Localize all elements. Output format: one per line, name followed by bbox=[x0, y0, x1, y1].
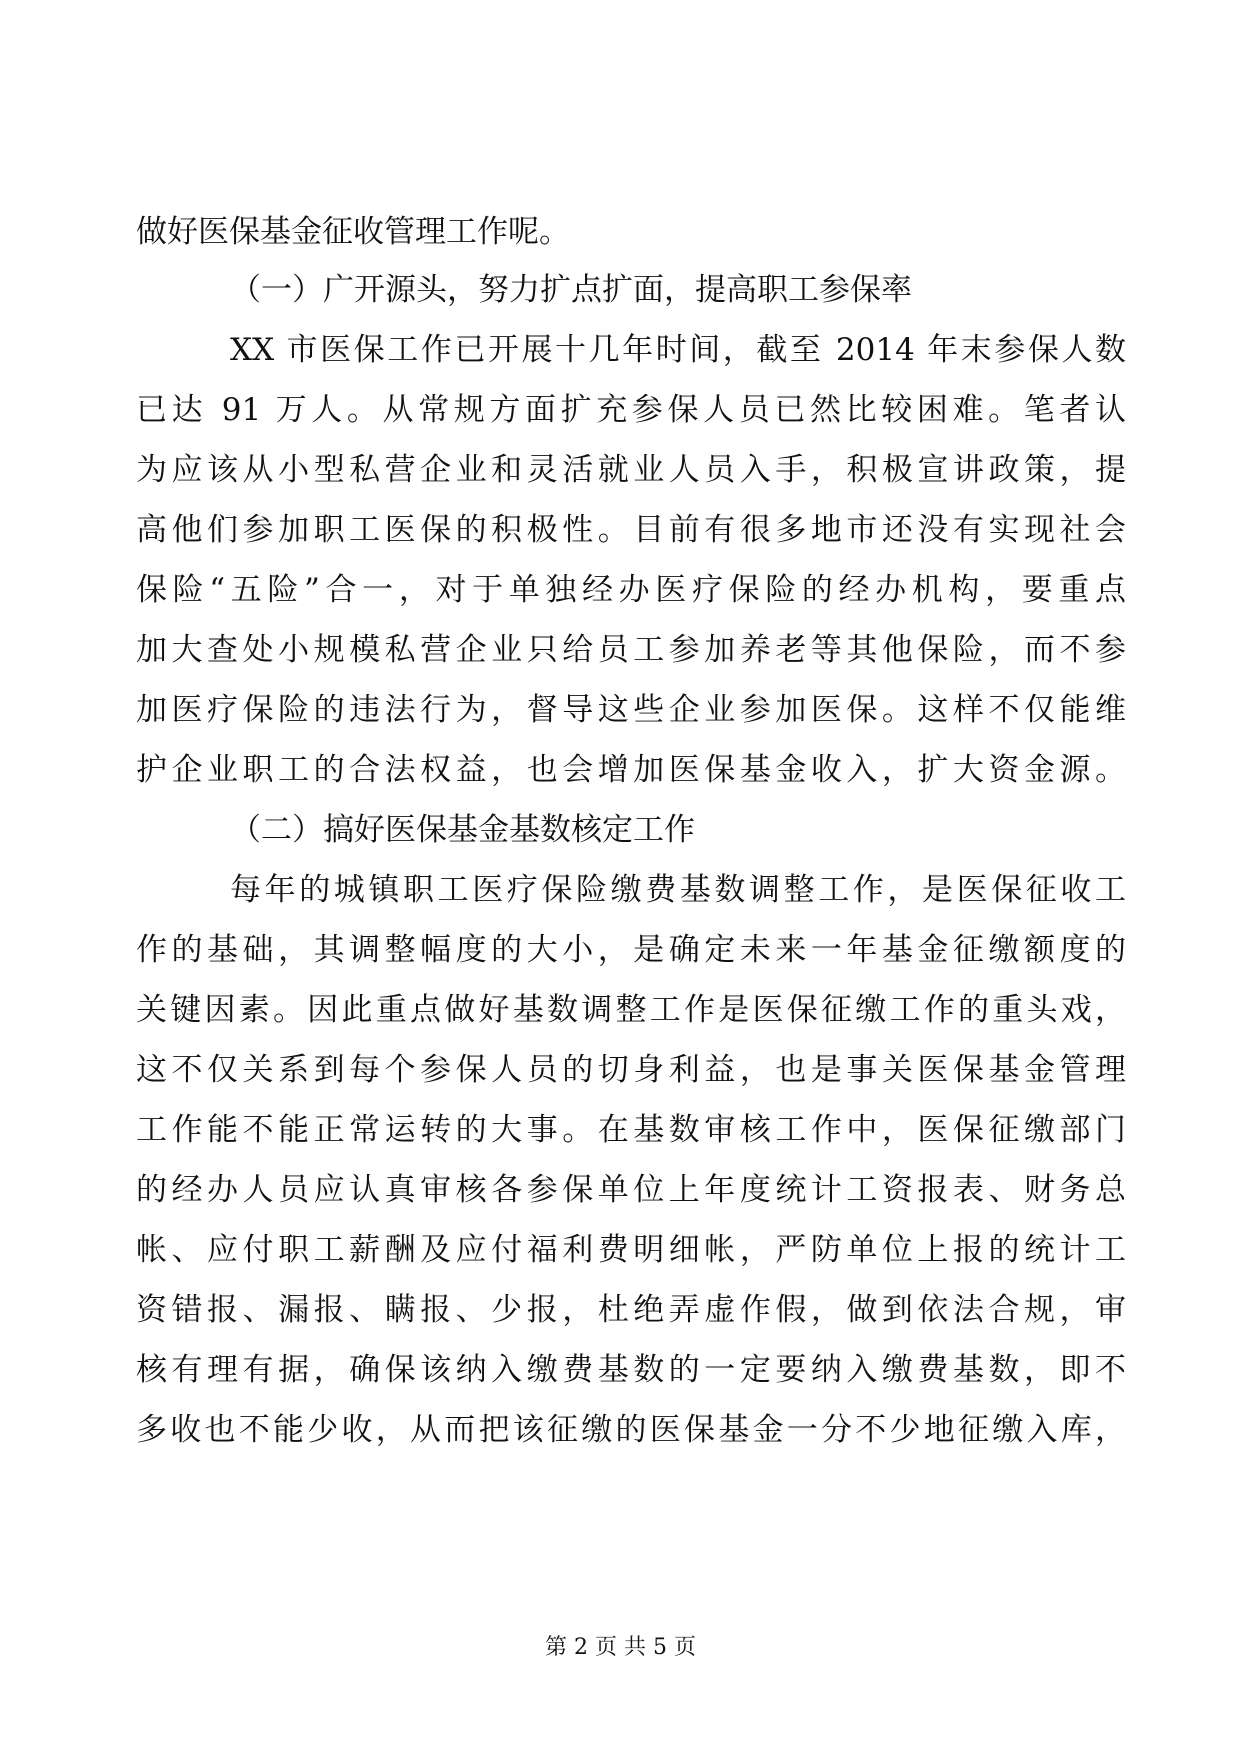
text-line: 护企业职工的合法权益，也会增加医保基金收入，扩大资金源。 bbox=[136, 752, 1126, 788]
text-line: 高他们参加职工医保的积极性。目前有很多地市还没有实现社会 bbox=[136, 512, 1126, 548]
text-line: 加医疗保险的违法行为，督导这些企业参加医保。这样不仅能维 bbox=[136, 692, 1126, 728]
section-heading-2: （二）搞好医保基金基数核定工作 bbox=[230, 812, 695, 848]
text-line: 这不仅关系到每个参保人员的切身利益，也是事关医保基金管理 bbox=[136, 1052, 1126, 1088]
text-line: XX 市医保工作已开展十几年时间，截至 2014 年末参保人数 bbox=[230, 332, 1126, 368]
text-line: 保险“五险”合一，对于单独经办医疗保险的经办机构，要重点 bbox=[136, 572, 1126, 608]
text-line: 核有理有据，确保该纳入缴费基数的一定要纳入缴费基数，即不 bbox=[136, 1352, 1126, 1388]
text-line: 作的基础，其调整幅度的大小，是确定未来一年基金征缴额度的 bbox=[136, 932, 1126, 968]
text-line: 为应该从小型私营企业和灵活就业人员入手，积极宣讲政策，提 bbox=[136, 452, 1126, 488]
page-number-footer: 第 2 页 共 5 页 bbox=[545, 1635, 696, 1660]
text-line: 资错报、漏报、瞒报、少报，杜绝弄虚作假，做到依法合规，审 bbox=[136, 1292, 1126, 1328]
text-line: 每年的城镇职工医疗保险缴费基数调整工作，是医保征收工 bbox=[230, 872, 1126, 908]
text-line: 工作能不能正常运转的大事。在基数审核工作中，医保征缴部门 bbox=[136, 1112, 1126, 1148]
text-line: 帐、应付职工薪酬及应付福利费明细帐，严防单位上报的统计工 bbox=[136, 1232, 1126, 1268]
text-line: 关键因素。因此重点做好基数调整工作是医保征缴工作的重头戏， bbox=[136, 992, 1126, 1028]
text-line: 加大查处小规模私营企业只给员工参加养老等其他保险，而不参 bbox=[136, 632, 1126, 668]
section-heading-1: （一）广开源头，努力扩点扩面，提高职工参保率 bbox=[230, 272, 912, 308]
text-line: 多收也不能少收，从而把该征缴的医保基金一分不少地征缴入库， bbox=[136, 1412, 1126, 1448]
text-line: 的经办人员应认真审核各参保单位上年度统计工资报表、财务总 bbox=[136, 1172, 1126, 1208]
text-line: 已达 91 万人。从常规方面扩充参保人员已然比较困难。笔者认 bbox=[136, 392, 1126, 428]
text-line: 做好医保基金征收管理工作呢。 bbox=[136, 214, 570, 250]
